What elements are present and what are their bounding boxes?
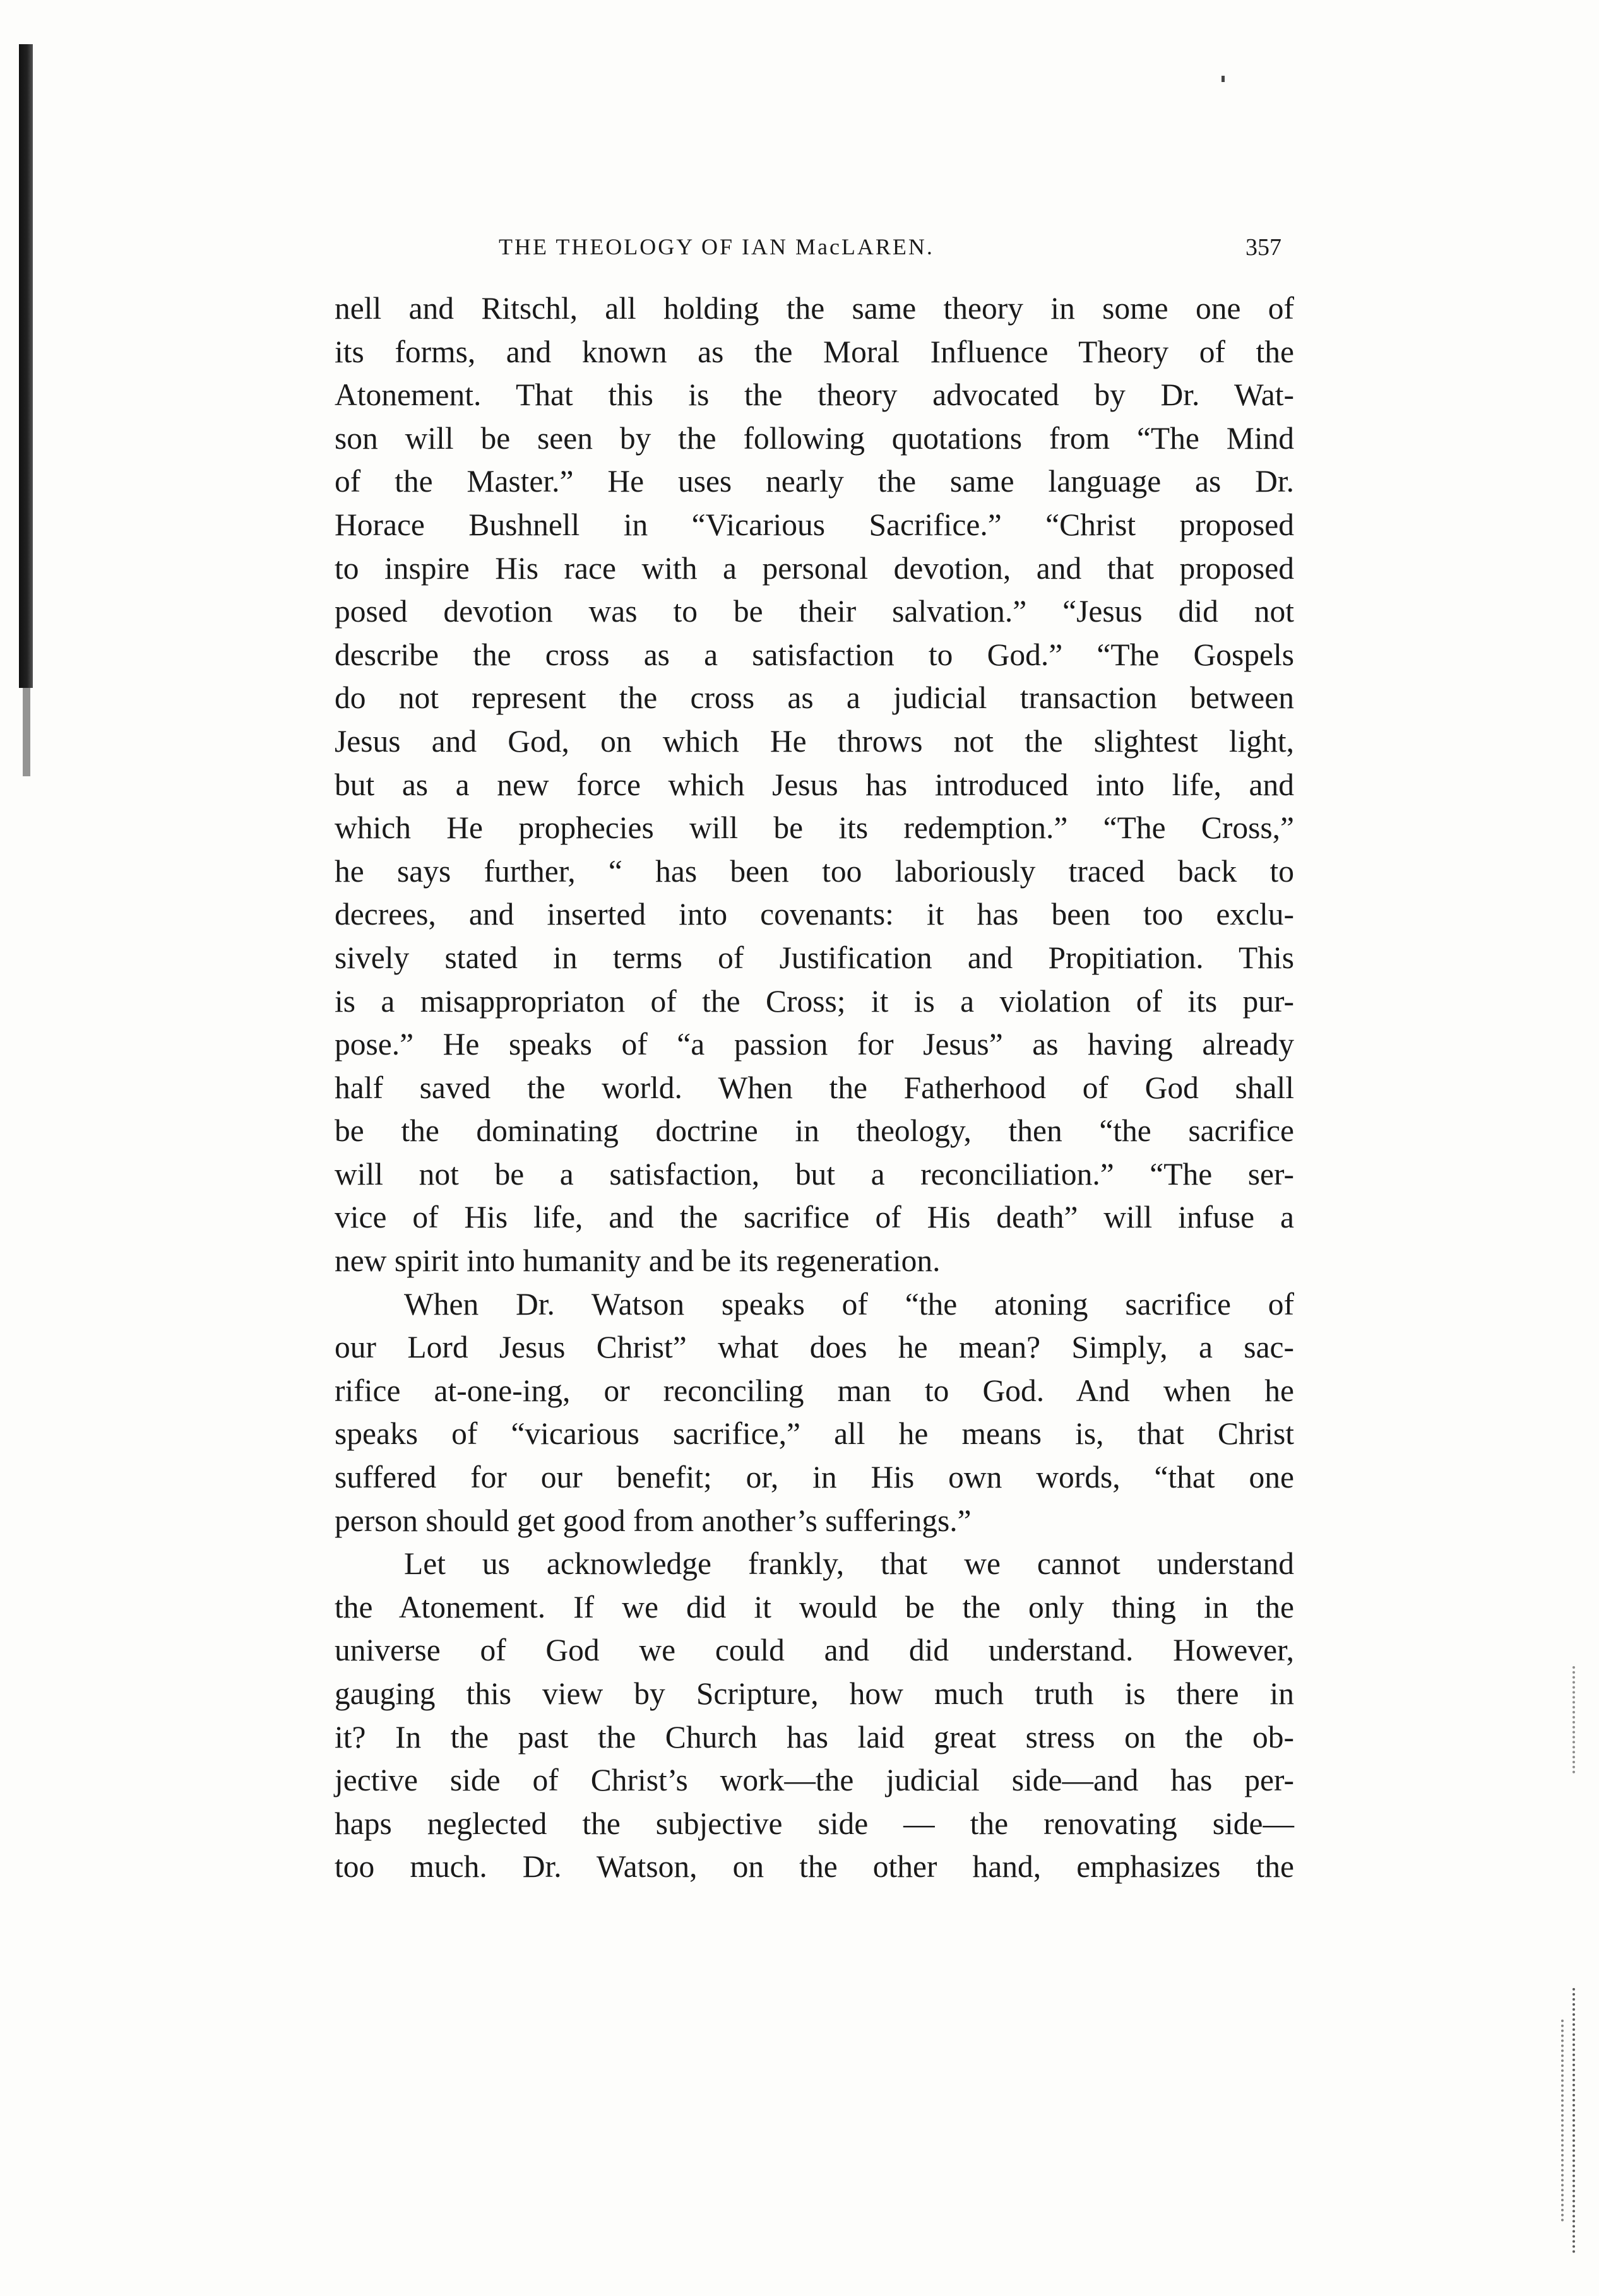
binding-shadow: [19, 44, 33, 688]
text-line: Let us acknowledge frankly, that we cannot understand: [404, 1546, 1294, 1582]
page-number: 357: [1245, 234, 1281, 261]
text-line: nell and Ritschl, all holding the same theory in some one of: [335, 291, 1294, 326]
text-line: do not represent the cross as a judicial transaction between: [335, 680, 1294, 716]
text-line: pose.” He speaks of “a passion for Jesus” as having already: [335, 1027, 1294, 1062]
text-line: jective side of Christ’s work—the judicial side—and has per-: [335, 1763, 1294, 1798]
text-line: new spirit into humanity and be its regeneration.: [335, 1243, 941, 1279]
text-line: vice of His life, and the sacrifice of His death” will infuse a: [335, 1200, 1294, 1235]
text-line: but as a new force which Jesus has introduced into life, and: [335, 767, 1294, 802]
text-line: which He prophecies will be its redemption.” “The Cross,”: [335, 810, 1294, 846]
text-line: it? In the past the Church has laid great stress on the ob-: [335, 1719, 1294, 1755]
paragraph: [335, 1283, 1294, 1543]
page-edge-specks: [1572, 1666, 1581, 1773]
text-line: too much. Dr. Watson, on the other hand, emphasizes the: [335, 1849, 1294, 1885]
text-line: to inspire His race with a personal devotion, and that proposed: [335, 550, 1294, 586]
text-line: Jesus and God, on which He throws not the slightest light,: [335, 723, 1294, 759]
text-line: half saved the world. When the Fatherhood of God shall: [335, 1070, 1294, 1105]
text-line: describe the cross as a satisfaction to God.” “The Gospels: [335, 637, 1294, 672]
running-head: [338, 234, 1291, 271]
body-text: [335, 287, 1294, 1889]
text-line: will not be a satisfaction, but a reconciliation.” “The ser-: [335, 1156, 1294, 1192]
paragraph: [335, 1542, 1294, 1889]
text-line: rifice at-one-ing, or reconciling man to God. And when he: [335, 1373, 1294, 1408]
text-line: sively stated in terms of Justification and Propitiation. This: [335, 940, 1294, 975]
paragraph: [335, 287, 1294, 1283]
text-line: haps neglected the subjective side — the renovating side—: [335, 1806, 1294, 1841]
text-line: posed devotion was to be their salvation.” “Jesus did not: [335, 594, 1294, 629]
binding-shadow-lower: [23, 688, 30, 776]
text-line: universe of God we could and did understand. However,: [335, 1633, 1294, 1668]
text-line: person should get good from another’s sufferings.”: [335, 1503, 972, 1538]
text-line: son will be seen by the following quotations from “The Mind: [335, 420, 1294, 456]
text-line: its forms, and known as the Moral Influence Theory of the: [335, 334, 1294, 369]
text-line: speaks of “vicarious sacrifice,” all he means is, that Christ: [335, 1416, 1294, 1452]
text-line: When Dr. Watson speaks of “the atoning sacrifice of: [404, 1286, 1294, 1322]
text-line: is a misappropriaton of the Cross; it is a violation of its pur-: [335, 983, 1294, 1019]
text-line: he says further, “ has been too laboriously traced back to: [335, 853, 1294, 889]
paper-speck: [1222, 76, 1225, 82]
running-title: THE THEOLOGY OF IAN MacLAREN.: [499, 234, 934, 259]
text-line: suffered for our benefit; or, in His own words, “that one: [335, 1460, 1294, 1495]
text-line: of the Master.” He uses nearly the same language as Dr.: [335, 464, 1294, 499]
text-line: be the dominating doctrine in theology, then “the sacrifice: [335, 1113, 1294, 1149]
page-edge-specks: [1561, 2020, 1570, 2222]
page-edge-specks: [1572, 1988, 1581, 2253]
text-line: gauging this view by Scripture, how much truth is there in: [335, 1676, 1294, 1711]
text-line: Horace Bushnell in “Vicarious Sacrifice.” “Christ proposed: [335, 507, 1294, 542]
text-line: the Atonement. If we did it would be the only thing in the: [335, 1589, 1294, 1624]
text-line: decrees, and inserted into covenants: it has been too exclu-: [335, 897, 1294, 932]
text-line: Atonement. That this is the theory advocated by Dr. Wat-: [335, 377, 1294, 413]
text-line: our Lord Jesus Christ” what does he mean? Simply, a sac-: [335, 1330, 1294, 1365]
